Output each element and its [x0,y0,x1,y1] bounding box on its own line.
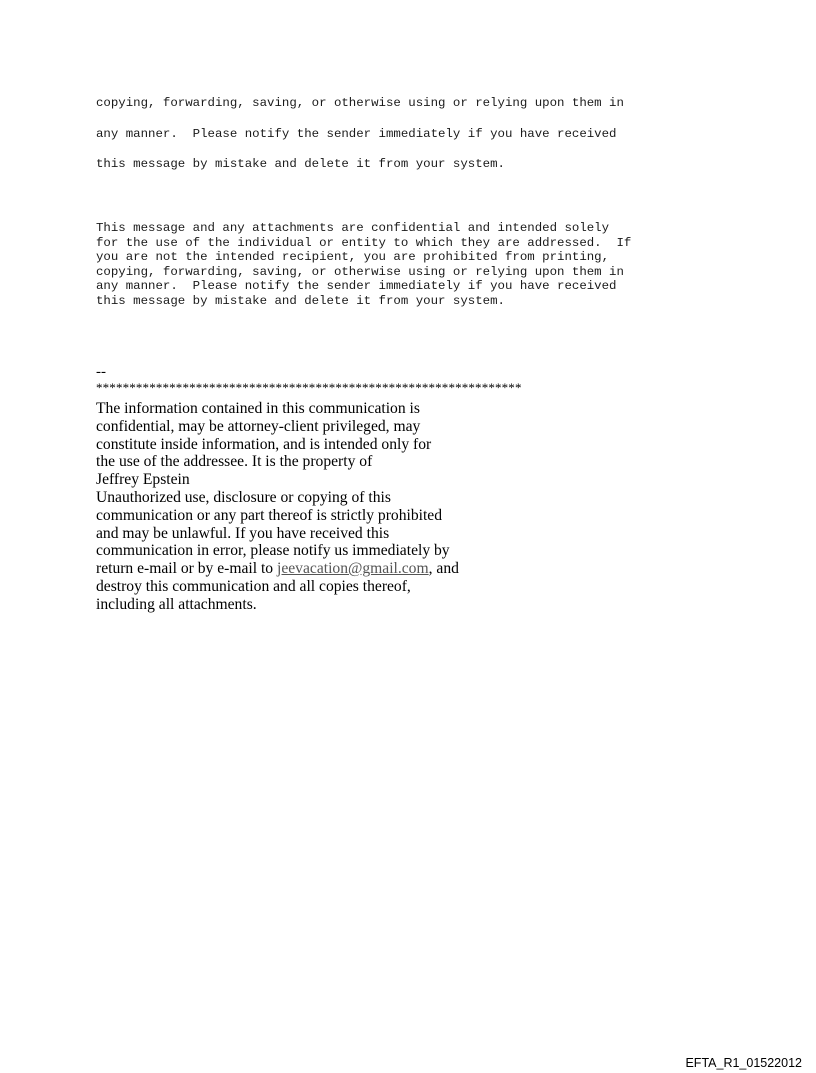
signature-email-line [96,560,459,578]
confidentiality-notice-line: this message by mistake and delete it from your system. [96,293,505,308]
email-suffix: , and [428,560,459,578]
signature-line: constitute inside information, and is intended only for [96,435,432,453]
signature-line: including all attachments. [96,595,257,613]
disclaimer-fragment [96,95,624,187]
signature-star-divider: **************************************************************** [96,380,522,395]
confidentiality-notice-line: This message and any attachments are confidential and intended solely [96,221,610,235]
signature-disclaimer [96,400,459,614]
confidentiality-notice-line: for the use of the individual or entity to which they are addressed. If [96,235,632,250]
signature-line: the use of the addressee. It is the property of [96,453,373,471]
email-link[interactable]: jeevacation@gmail.com [277,560,429,578]
confidentiality-notice [96,221,631,308]
disclaimer-fragment-line: this message by mistake and delete it from your system. [96,157,505,171]
disclaimer-fragment-line: any manner. Please notify the sender immediately if you have received [96,126,617,141]
signature-line: communication or any part thereof is strictly prohibited [96,506,443,524]
confidentiality-notice-line: you are not the intended recipient, you are prohibited from printing, [96,250,610,264]
signature-line: destroy this communication and all copies thereof, [96,577,411,595]
email-prefix: return e-mail or by e-mail to [96,560,277,578]
signature-line: Unauthorized use, disclosure or copying of this [96,488,391,506]
confidentiality-notice-line: any manner. Please notify the sender immediately if you have received [96,279,617,293]
signature-line: communication in error, please notify us immediately by [96,542,450,560]
signature-line: The information contained in this communication is [96,400,420,417]
disclaimer-fragment-line: copying, forwarding, saving, or otherwise using or relying upon them in [96,96,624,110]
signature-separator: -- [96,364,106,380]
signature-line: confidential, may be attorney-client privileged, may [96,417,421,435]
signature-line: and may be unlawful. If you have received this [96,524,390,542]
signature-owner-name: Jeffrey Epstein [96,471,190,489]
confidentiality-notice-line: copying, forwarding, saving, or otherwise using or relying upon them in [96,264,624,279]
document-id: EFTA_R1_01522012 [685,1056,802,1070]
